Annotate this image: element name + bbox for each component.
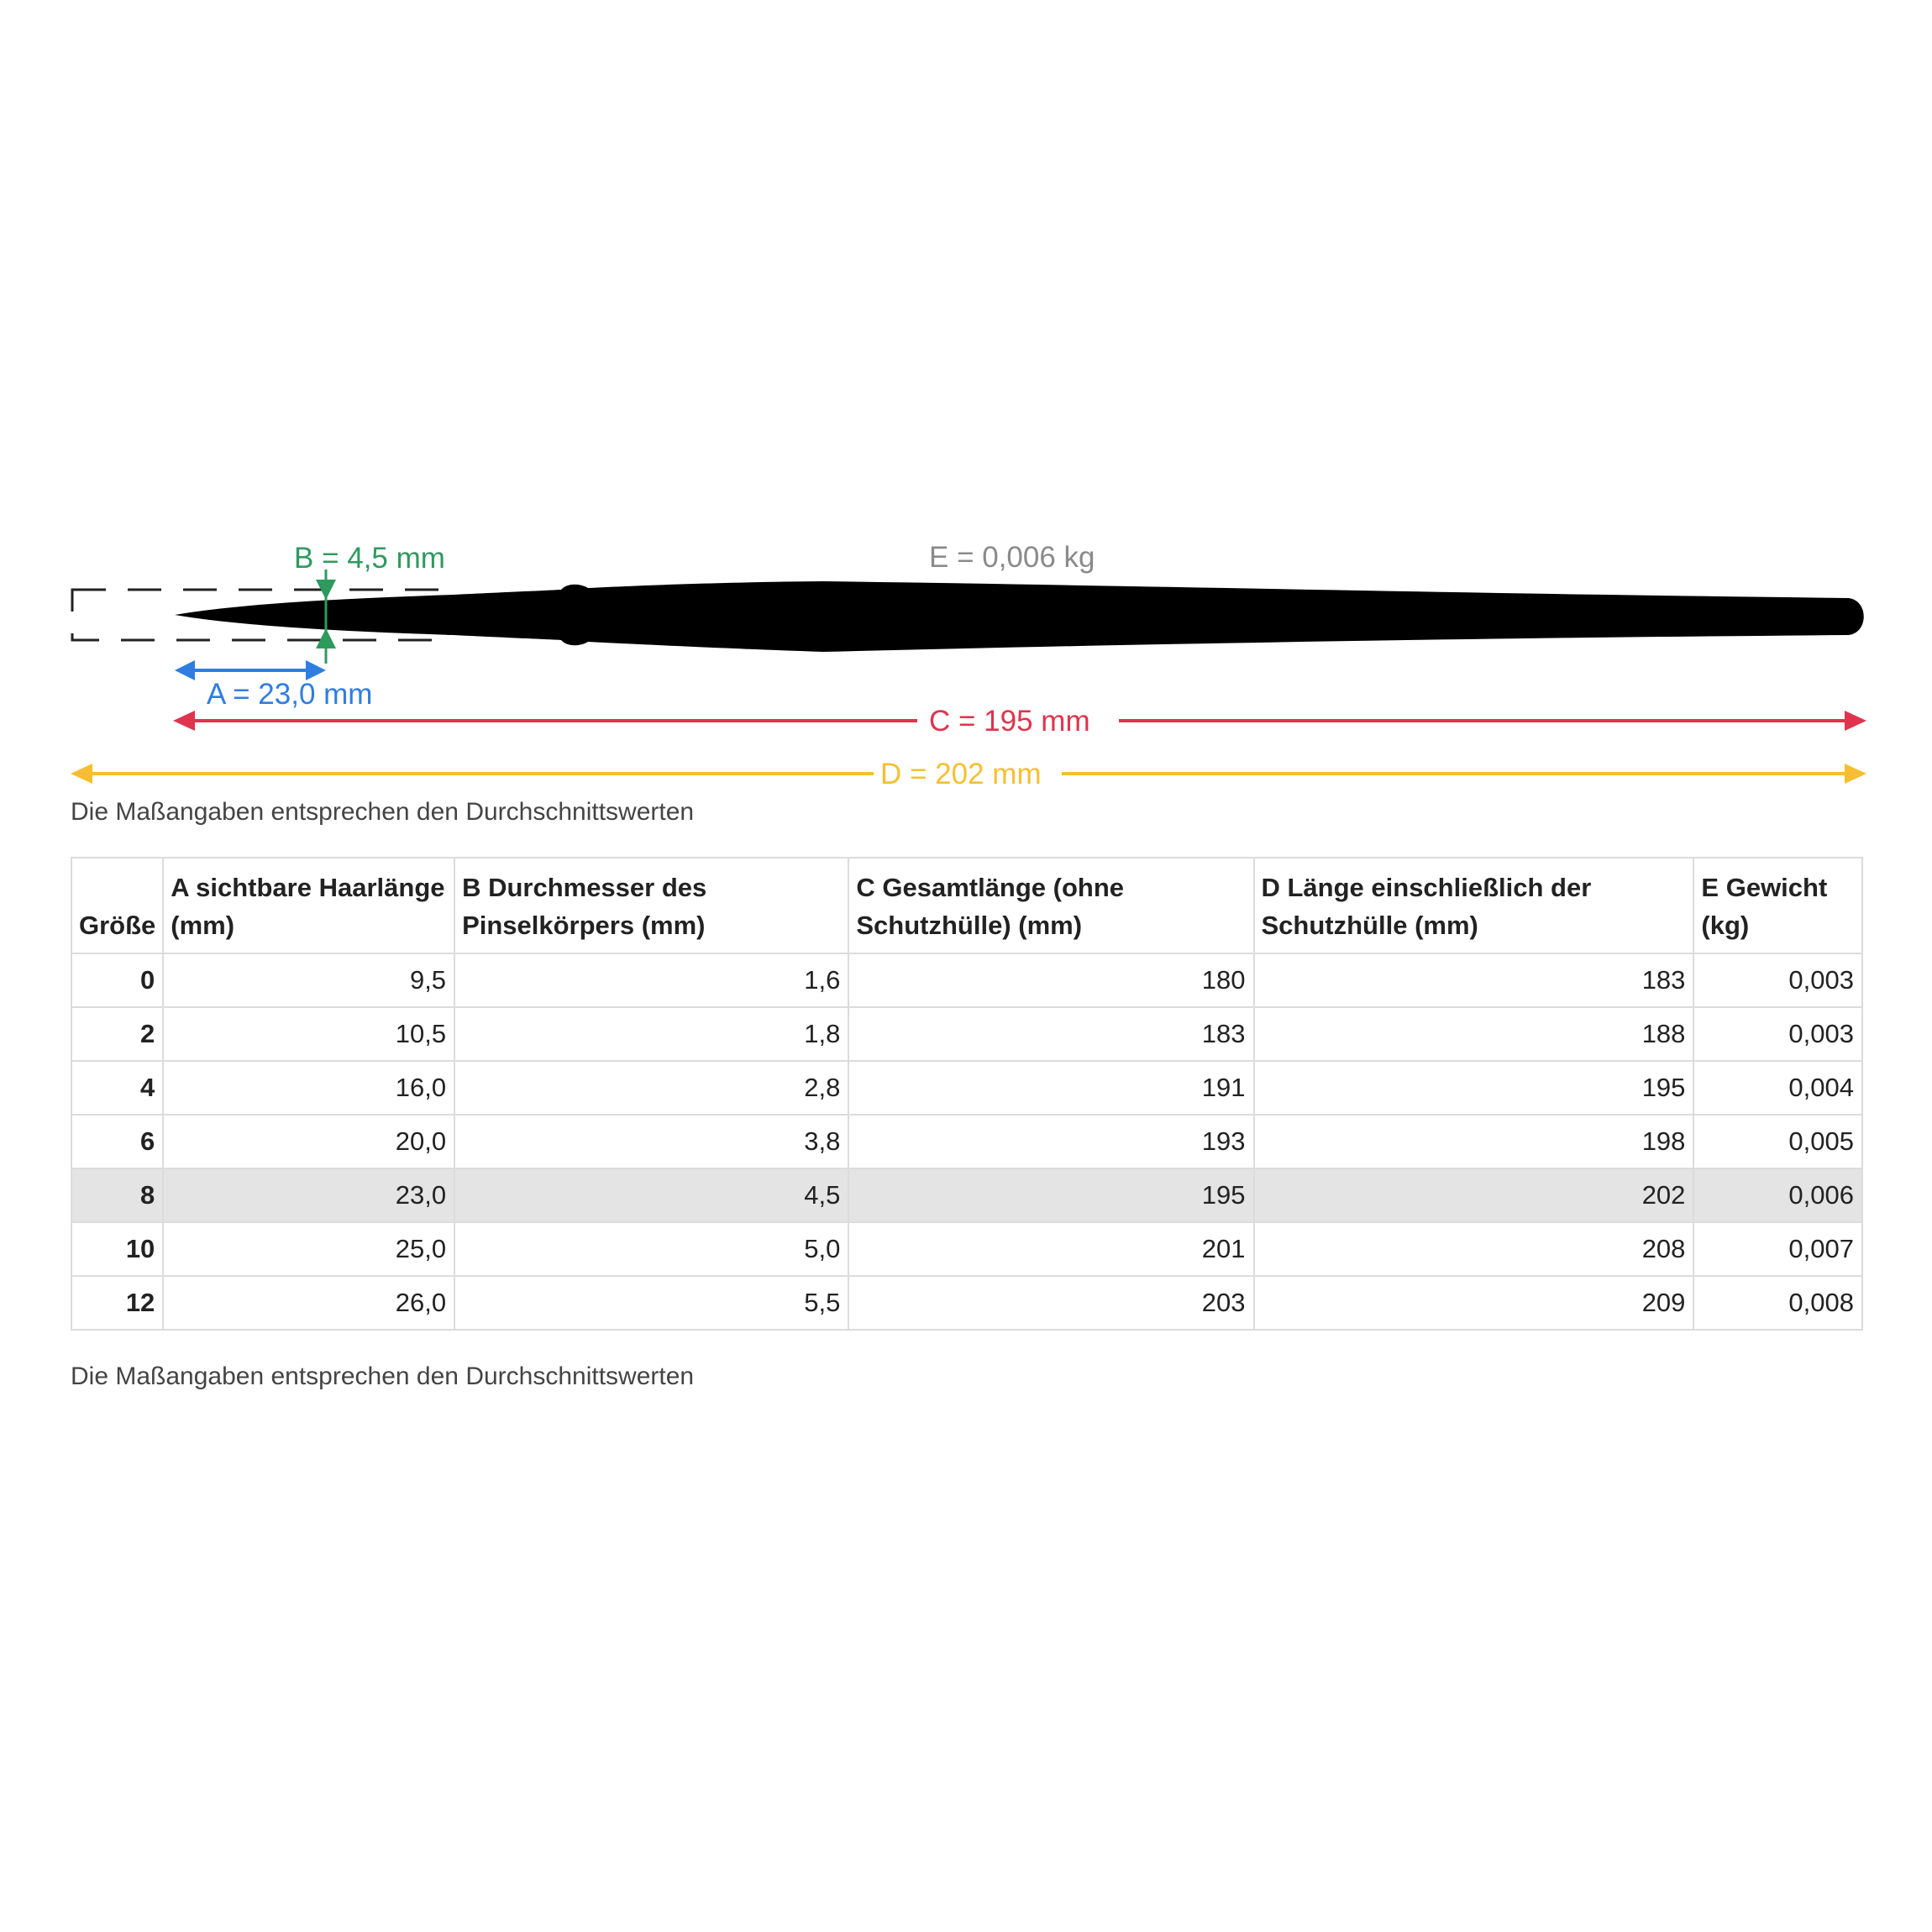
cell-total-length: 203	[848, 1276, 1253, 1330]
table-header-row	[71, 858, 1862, 953]
weight-e-label: E = 0,006 kg	[929, 541, 1095, 574]
cell-weight: 0,006	[1693, 1168, 1862, 1222]
cell-weight: 0,008	[1693, 1276, 1862, 1330]
cell-body-diameter: 5,0	[454, 1222, 848, 1276]
cell-hair-length: 26,0	[163, 1276, 454, 1330]
table-row	[71, 1276, 1862, 1330]
cell-body-diameter: 1,6	[454, 953, 848, 1007]
cell-total-length: 183	[848, 1007, 1253, 1061]
cell-weight: 0,005	[1693, 1115, 1862, 1168]
cell-body-diameter: 2,8	[454, 1061, 848, 1115]
header-body-diameter: B Durchmesser des Pinselkörpers (mm)	[454, 858, 848, 953]
cell-weight: 0,003	[1693, 953, 1862, 1007]
cell-total-length: 195	[848, 1168, 1253, 1222]
cell-total-length: 193	[848, 1115, 1253, 1168]
table-row	[71, 1007, 1862, 1061]
cell-size: 0	[71, 953, 163, 1007]
header-length-with-cap: D Länge einschließlich der Schutzhülle (mm)	[1254, 858, 1694, 953]
cell-body-diameter: 5,5	[454, 1276, 848, 1330]
cell-body-diameter: 1,8	[454, 1007, 848, 1061]
cell-size: 6	[71, 1115, 163, 1168]
cell-length-with-cap: 202	[1254, 1168, 1694, 1222]
cell-total-length: 191	[848, 1061, 1253, 1115]
table-row	[71, 1222, 1862, 1276]
cell-body-diameter: 3,8	[454, 1115, 848, 1168]
cell-length-with-cap: 195	[1254, 1061, 1694, 1115]
dimension-c-arrow-left	[173, 711, 195, 731]
cell-length-with-cap: 183	[1254, 953, 1694, 1007]
cell-length-with-cap: 208	[1254, 1222, 1694, 1276]
dimension-b-arrow-up	[316, 628, 336, 648]
cell-size: 8	[71, 1168, 163, 1222]
cell-size: 12	[71, 1276, 163, 1330]
cell-length-with-cap: 209	[1254, 1276, 1694, 1330]
cell-hair-length: 25,0	[163, 1222, 454, 1276]
cell-size: 10	[71, 1222, 163, 1276]
cell-hair-length: 20,0	[163, 1115, 454, 1168]
size-specification-table	[71, 857, 1863, 1331]
average-values-note-bottom: Die Maßangaben entsprechen den Durchschnittswerten	[71, 1362, 695, 1390]
table-row	[71, 953, 1862, 1007]
cell-hair-length: 9,5	[163, 953, 454, 1007]
header-hair-length: A sichtbare Haarlänge (mm)	[163, 858, 454, 953]
cell-hair-length: 16,0	[163, 1061, 454, 1115]
cell-length-with-cap: 188	[1254, 1007, 1694, 1061]
cell-body-diameter: 4,5	[454, 1168, 848, 1222]
cell-weight: 0,003	[1693, 1007, 1862, 1061]
header-size: Größe	[71, 858, 163, 953]
dimension-a-arrow-left	[175, 660, 195, 680]
header-weight: E Gewicht (kg)	[1693, 858, 1862, 953]
cell-length-with-cap: 198	[1254, 1115, 1694, 1168]
cell-size: 2	[71, 1007, 163, 1061]
cell-total-length: 201	[848, 1222, 1253, 1276]
cell-total-length: 180	[848, 953, 1253, 1007]
average-values-note-top: Die Maßangaben entsprechen den Durchschnittswerten	[71, 798, 695, 826]
cell-hair-length: 23,0	[163, 1168, 454, 1222]
cell-size: 4	[71, 1061, 163, 1115]
cell-weight: 0,004	[1693, 1061, 1862, 1115]
header-total-length: C Gesamtlänge (ohne Schutzhülle) (mm)	[848, 858, 1253, 953]
dimension-d-arrow-right	[1845, 764, 1866, 784]
table-row	[71, 1061, 1862, 1115]
cell-weight: 0,007	[1693, 1222, 1862, 1276]
dimension-c-arrow-right	[1845, 711, 1866, 731]
dimension-d-arrow-left	[71, 764, 92, 784]
dimension-d-label: D = 202 mm	[880, 758, 1042, 790]
table-row-highlighted	[71, 1168, 1862, 1222]
table-row	[71, 1115, 1862, 1168]
dimension-b-label: B = 4,5 mm	[294, 542, 445, 575]
cell-hair-length: 10,5	[163, 1007, 454, 1061]
dimension-a-label: A = 23,0 mm	[207, 678, 373, 711]
dimension-c-label: C = 195 mm	[929, 705, 1090, 738]
